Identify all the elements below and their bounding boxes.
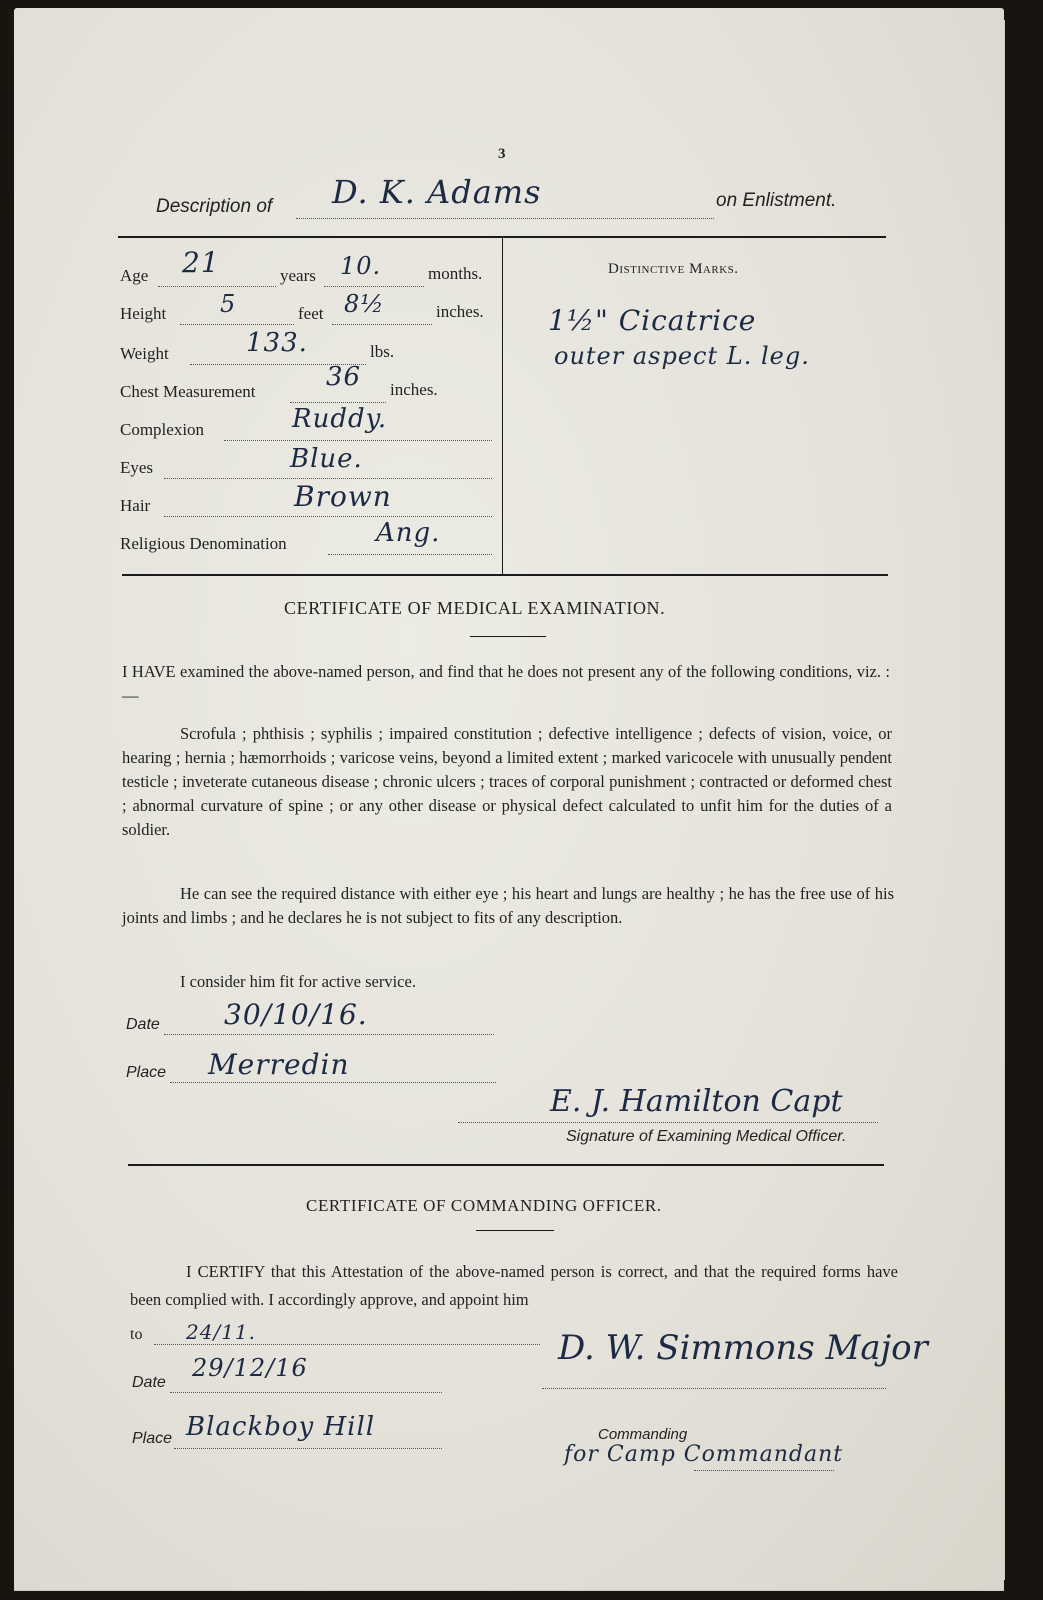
religion-value: Ang.: [376, 518, 441, 548]
height-label: Height: [120, 304, 167, 323]
commanding-text: I CERTIFY that this Attestation of the above-named person is correct, and that the required forms have been complied with. I accordingly approve, and appoint him: [130, 1262, 898, 1309]
chest-line: [290, 402, 386, 403]
commanding-date-value: 29/12/16: [192, 1354, 308, 1382]
commanding-place-label: Place: [132, 1430, 173, 1447]
complexion-label: Complexion: [120, 420, 205, 439]
height-feet-line: [180, 324, 294, 325]
medical-signature-line: [458, 1122, 878, 1123]
medical-intro: I HAVE examined the above-named person, and find that he does not present any of the following conditions, viz. :—: [122, 662, 890, 705]
height-feet-value: 5: [220, 290, 237, 318]
commanding-date-line: [170, 1392, 442, 1393]
header-prefix: Description of: [156, 196, 273, 217]
age-label: Age: [120, 266, 149, 285]
lbs-label: lbs.: [370, 342, 395, 361]
medical-conditions: Scrofula ; phthisis ; syphilis ; impaired constitution ; defective intelligence ; defects of vision, voice, or hearing ; hernia ; hæmorrhoids ; varicose veins, beyond a limited extent ; marked varicocele with unusually pendent testicle ; inveterate cutaneous disease ; chronic ulcers ; traces of corporal punishment ; contracted or deformed chest ; abnormal curvature of spine ; or any other disease or physical defect calculated to unfit him for the duties of a soldier.: [122, 724, 892, 839]
medical-place-label: Place: [126, 1064, 167, 1081]
distinctive-marks-heading: Distinctive Marks.: [608, 261, 739, 277]
months-label: months.: [428, 264, 483, 283]
medical-heading-rule: [470, 636, 546, 637]
eyes-label: Eyes: [120, 458, 154, 477]
complexion-value: Ruddy.: [292, 404, 388, 434]
commanding-to-label: to: [130, 1326, 143, 1343]
header-name: D. K. Adams: [332, 173, 542, 211]
feet-label: feet: [298, 304, 324, 323]
medical-place-line: [170, 1082, 496, 1083]
medical-bottom-rule: [128, 1164, 884, 1166]
commanding-signature-line: [542, 1388, 886, 1389]
header-name-line: [296, 218, 714, 219]
medical-date-value: 30/10/16.: [224, 998, 368, 1031]
hair-label: Hair: [120, 496, 151, 515]
commanding-heading: CERTIFICATE OF COMMANDING OFFICER.: [306, 1196, 662, 1215]
attestation-page: [14, 8, 1004, 1590]
medical-date-label: Date: [126, 1016, 160, 1033]
commanding-label-line: [694, 1470, 834, 1471]
description-divider: [502, 238, 503, 574]
commanding-to-value: 24/11.: [186, 1320, 256, 1344]
medical-date-line: [164, 1034, 494, 1035]
page-number: 3: [498, 146, 506, 162]
medical-vision: He can see the required distance with either eye ; his heart and lungs are healthy ; he has the free use of his joints and limbs ; and he declares he is not subject to fits of any description.: [122, 884, 894, 927]
religion-line: [328, 554, 492, 555]
medical-fit: I consider him fit for active service.: [180, 972, 416, 991]
commanding-place-line: [174, 1448, 442, 1449]
eyes-value: Blue.: [290, 444, 363, 474]
inches-label: inches.: [436, 302, 484, 321]
years-label: years: [280, 266, 316, 285]
hair-line: [164, 516, 492, 517]
age-years-line: [158, 286, 276, 287]
description-bottom-rule: [122, 574, 888, 576]
commanding-place-value: Blackboy Hill: [186, 1412, 376, 1442]
height-inches-value: 8½: [344, 290, 385, 318]
medical-place-value: Merredin: [208, 1048, 350, 1081]
age-months-value: 10.: [340, 252, 382, 280]
commanding-label: Commanding: [598, 1426, 688, 1443]
distinctive-marks-line1: 1½" Cicatrice: [548, 304, 757, 337]
commanding-signature: D. W. Simmons Major: [558, 1328, 928, 1368]
chest-inches-label: inches.: [390, 380, 438, 399]
commanding-heading-rule: [476, 1230, 554, 1231]
age-months-line: [324, 286, 424, 287]
distinctive-marks-line2: outer aspect L. leg.: [554, 342, 810, 370]
weight-label: Weight: [120, 344, 169, 363]
age-years-value: 21: [182, 246, 220, 279]
medical-heading: CERTIFICATE OF MEDICAL EXAMINATION.: [284, 598, 666, 618]
medical-signature: E. J. Hamilton Capt: [550, 1084, 843, 1119]
hair-value: Brown: [294, 480, 392, 513]
commanding-date-label: Date: [132, 1374, 166, 1391]
header-suffix: on Enlistment.: [716, 190, 837, 211]
medical-signature-label: Signature of Examining Medical Officer.: [566, 1128, 847, 1145]
eyes-line: [164, 478, 492, 479]
height-inches-line: [332, 324, 432, 325]
chest-label: Chest Measurement: [120, 382, 256, 401]
chest-value: 36: [326, 362, 362, 392]
commanding-to-line: [154, 1344, 540, 1345]
commanding-hand: for Camp Commandant: [564, 1442, 844, 1467]
weight-value: 133.: [246, 328, 308, 358]
religion-label: Religious Denomination: [120, 534, 287, 553]
complexion-line: [224, 440, 492, 441]
